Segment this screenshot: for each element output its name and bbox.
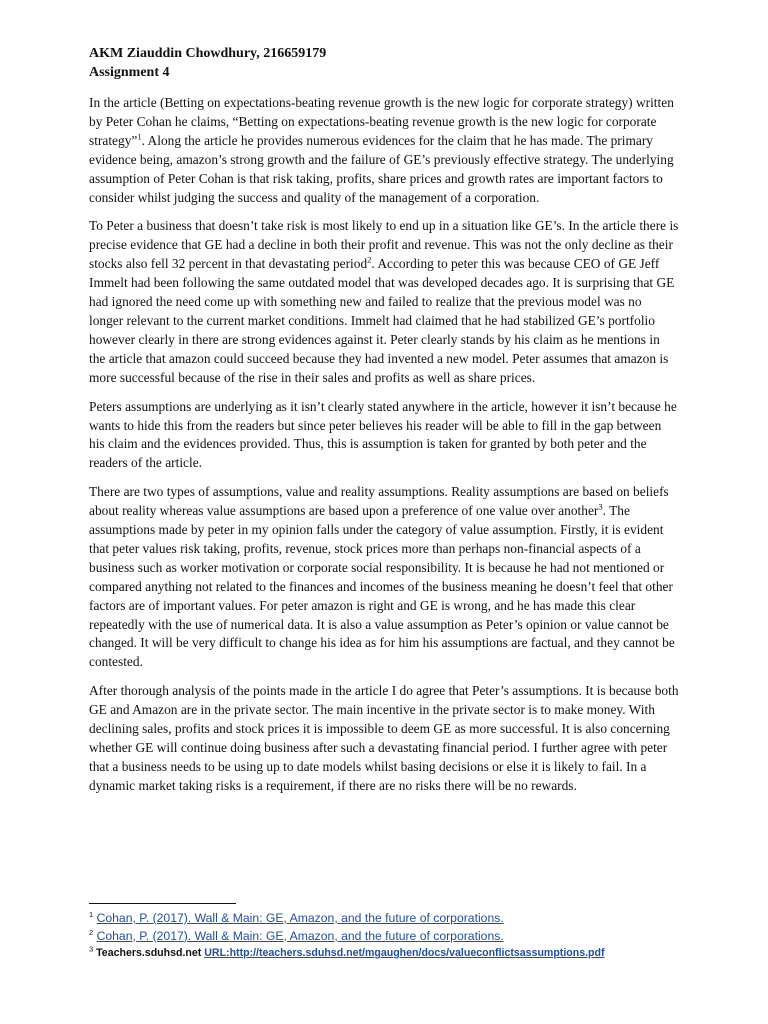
paragraph-2 — [89, 217, 679, 387]
footnote-ref-3[interactable]: 3 — [598, 501, 603, 512]
footnote-separator — [89, 903, 236, 904]
paragraph-1-text: In the article (Betting on expectations-beating revenue growth is the new logic for corporate strategy) written by Peter Cohan he claims, “Betting on expectations-beating revenue growth is the new logic for corporate strategy” — [89, 95, 674, 148]
footnote-ref-1[interactable]: 1 — [137, 131, 142, 142]
footnote-2 — [89, 928, 689, 946]
author-line: AKM Ziauddin Chowdhury, 216659179 — [89, 46, 327, 61]
footnote-ref-2[interactable]: 2 — [367, 254, 372, 265]
paragraph-4-text: There are two types of assumptions, value and reality assumptions. Reality assumptions are based on beliefs about reality whereas value assumptions are based upon a preference of one value over another — [89, 484, 669, 519]
footnote-3 — [89, 945, 689, 963]
footnote-2-link[interactable]: Cohan, P. (2017). Wall & Main: GE, Amazon, and the future of corporations. — [96, 928, 504, 943]
footnotes — [89, 910, 689, 963]
footnote-3-source: Teachers.sduhsd.net — [96, 947, 202, 960]
paragraph-3: Peters assumptions are underlying as it isn’t clearly stated anywhere in the article, however it isn’t because he wants to hide this from the readers but since peter believes his reader will be able to fill in the gap between his claim and the evidences provided. Thus, this is assumption is taken for granted by both peter and the readers of the article. — [89, 398, 677, 471]
paragraph-2-text: To Peter a business that doesn’t take risk is most likely to end up in a situation like GE’s. In the article there is precise evidence that GE had a decline in both their profit and revenue. This was not the only decline as their stocks also fell 32 percent in that devastating period — [89, 218, 679, 272]
footnote-1-link[interactable]: Cohan, P. (2017). Wall & Main: GE, Amazon, and the future of corporations. — [96, 911, 504, 925]
paragraph-5: After thorough analysis of the points made in the article I do agree that Peter’s assumptions. It is because both GE and Amazon are in the private sector. The main incentive in the private sector is to make money. With declining sales, profits and stock prices it is impossible to deem GE as more successful. It is also concerning whether GE will continue doing business after such a devastating financial period. I further agree with peter that a business needs to be using up to date models whilst basing decisions or else it is likely to fail. In a dynamic market taking risks is a requirement, if there are no risks there will be no rewards. — [89, 683, 679, 793]
assignment-title: Assignment 4 — [89, 65, 170, 80]
footnote-3-number: 3 — [89, 944, 94, 954]
footnote-1-number: 1 — [89, 909, 94, 919]
paragraph-1 — [89, 94, 679, 207]
paragraph-2-text-cont: . According to peter this was because CEO of GE Jeff Immelt had been following the same outdated model that was developed decades ago. It is surprising that GE had ignored the need come up with something new and failed to realize that the previous model was no longer relevant to the current market conditions. Immelt had claimed that he had stabilized GE’s portfolio however clearly in there are strong evidences against it. Peter clearly stands by his claim as he mentions in the article that amazon could succeed because they had invented a new model. Peter assumes that amazon is more successful because of the rise in their sales and profits as well as share prices. — [89, 256, 675, 385]
footnote-1 — [89, 910, 689, 928]
document-page — [89, 44, 679, 806]
paragraph-4 — [89, 483, 679, 672]
paragraph-4-text-cont: . The assumptions made by peter in my opinion falls under the category of value assumption. Firstly, it is evident that peter values risk taking, profits, revenue, stock prices more than perhaps non-financial aspects of a business such as worker motivation or corporate social responsibility. It is because he had not mentioned or compared anything not related to the finances and incomes of the business meaning he doesn’t feel that other factors are of important values. For peter amazon is right and GE is wrong, and he has made this clear repeatedly with the use of numerical data. It is also a value assumption as Peter’s opinion or value cannot be changed. It will be very difficult to change his idea as for him his assumptions are factual, and they cannot be contested. — [89, 503, 675, 670]
footnote-2-number: 2 — [89, 927, 94, 937]
footnote-3-link[interactable]: URL:http://teachers.sduhsd.net/mgaughen/docs/valueconflictsassumptions.pdf — [204, 947, 605, 960]
paragraph-1-text-cont: . Along the article he provides numerous evidences for the claim that he has made. The primary evidence being, amazon’s strong growth and the failure of GE’s previously effective strategy. The underlying assumption of Peter Cohan is that risk taking, profits, share prices and growth rates are important factors to consider whilst judging the success and quality of the management of a corporation. — [89, 132, 674, 205]
